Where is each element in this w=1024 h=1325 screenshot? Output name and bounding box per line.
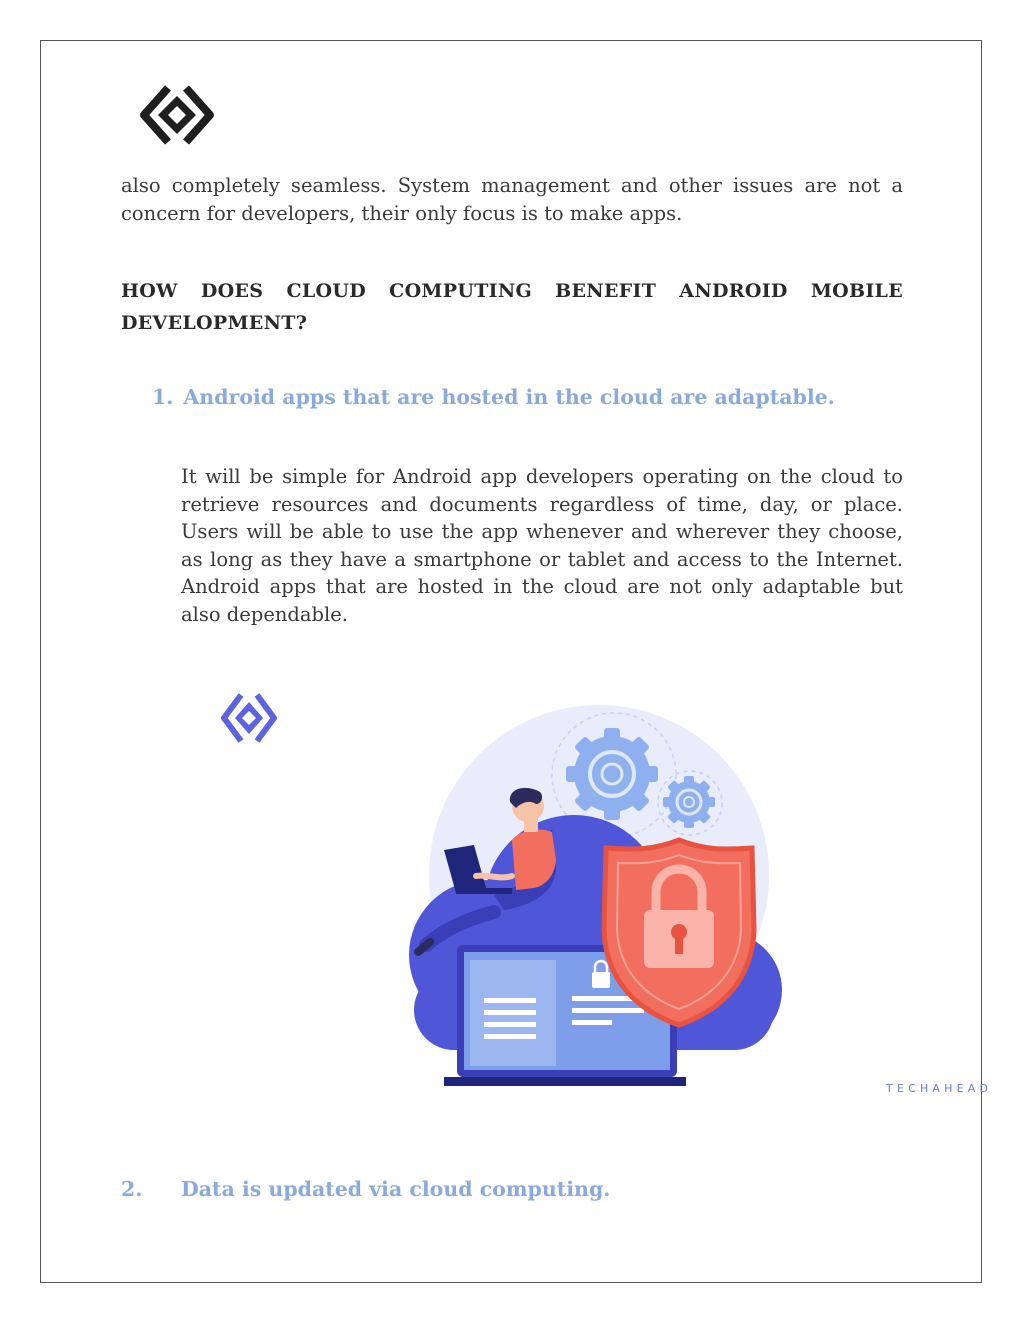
subheading-title: Data is updated via cloud computing. [181,1177,611,1201]
gear-icon [566,728,658,820]
company-logo-icon [138,82,216,148]
section-heading [121,275,903,339]
subheading-number: 1. [152,385,174,409]
heading-word: MOBILE [810,280,903,302]
heading-word: BENEFIT [555,280,657,302]
brand-logo-icon [219,690,279,746]
heading-word: HOW [121,280,178,302]
heading-word: ANDROID [679,280,788,302]
subheading-2 [121,1177,610,1201]
section1-paragraph: It will be simple for Android app developers operating on the cloud to retrieve resources and documents regardless of time, day, or place. Users will be able to use the app whenever and wherever they choose, as long as they have a smartphone or tablet and access to the Internet. Android apps that are hosted in the cloud are not only adaptable but also dependable. [181,465,903,626]
heading-word: CLOUD [286,280,367,302]
subheading-title: Android apps that are hosted in the cloud are adaptable. [183,385,835,409]
subheading-1 [152,385,835,409]
intro-paragraph: also completely seamless. System management and other issues are not a concern for developers, their only focus is to make apps. [121,174,903,225]
heading-line-2: DEVELOPMENT? [121,312,308,334]
small-gear-icon [663,776,715,828]
subheading-number: 2. [121,1177,143,1201]
cloud-security-illustration [404,700,794,1092]
heading-word: COMPUTING [389,280,533,302]
heading-word: DOES [200,280,264,302]
brand-watermark: TECHAHEAD [886,1082,993,1095]
